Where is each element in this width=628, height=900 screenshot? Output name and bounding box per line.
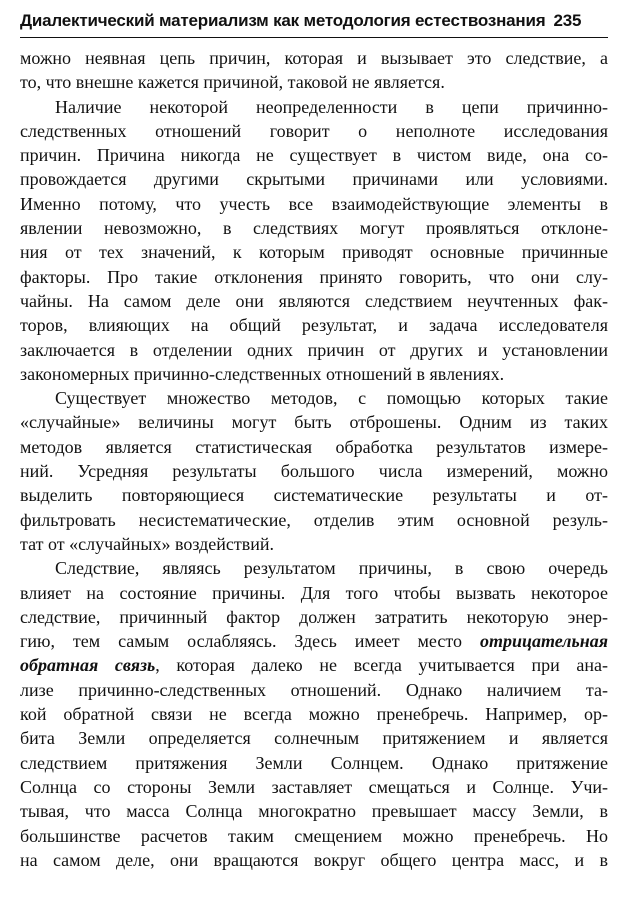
text-line <box>20 119 608 143</box>
text-line <box>20 556 608 580</box>
line-text: «случайные» величины могут быть отброшены. Одним из таких <box>20 412 608 433</box>
line-text: можно неявная цепь причин, которая и вызывает это следствие, а <box>20 48 608 68</box>
line-text: кой обратной связи не всегда можно пренебречь. Например, ор- <box>20 704 608 725</box>
text-line <box>20 653 608 677</box>
text-line <box>20 435 608 459</box>
text-line <box>20 70 608 94</box>
line-text: Следствие, являясь результатом причины, в свою очередь <box>55 558 608 579</box>
text-line <box>20 46 608 70</box>
line-text: то, что внешне кажется причиной, таковой не является. <box>20 72 445 93</box>
text-line <box>20 410 608 434</box>
text-line <box>20 848 608 872</box>
text-line <box>20 216 608 240</box>
text-line <box>20 508 608 532</box>
text-line <box>20 581 608 605</box>
text-line <box>20 386 608 410</box>
book-page <box>20 10 608 872</box>
line-text: Солнца со стороны Земли заставляет смещаться и Солнце. Учи- <box>20 776 608 797</box>
line-text: тат от «случайных» воздействий. <box>20 533 275 554</box>
emphasis-term: отрицательная <box>479 631 608 652</box>
text-line <box>20 799 608 823</box>
text-line <box>20 629 608 653</box>
text-line <box>20 751 608 775</box>
line-text: факторы. Про такие отклонения принято говорить, что они слу- <box>20 266 608 287</box>
text-line <box>20 240 608 264</box>
running-header <box>20 10 608 32</box>
text-line <box>20 265 608 289</box>
line-text: выделить повторяющиеся систематические результаты и от- <box>20 485 608 506</box>
emphasis-term: обратная связь <box>20 655 156 676</box>
line-text: чайны. На самом деле они являются следствием неучтенных фак- <box>20 290 608 311</box>
text-line <box>20 702 608 726</box>
line-text: гию, тем самым ослабляясь. Здесь имеет место <box>20 631 480 652</box>
body-text <box>20 46 608 872</box>
line-text: следственных отношений говорит о неполноте исследования <box>20 120 608 141</box>
text-line <box>20 313 608 337</box>
text-line <box>20 192 608 216</box>
text-line <box>20 775 608 799</box>
line-text: тывая, что масса Солнца многократно превышает массу Земли, в <box>20 801 608 822</box>
text-line <box>20 726 608 750</box>
line-text: бита Земли определяется солнечным притяжением и является <box>20 728 608 749</box>
header-title: Диалектический материализм как методология естествознания <box>20 11 546 30</box>
line-text: Существует множество методов, с помощью которых такие <box>55 388 608 409</box>
line-text: ний. Усредняя результаты большого числа измерений, можно <box>20 461 608 482</box>
line-text: следствием притяжения Земли Солнцем. Однако притяжение <box>20 752 608 773</box>
text-line <box>20 167 608 191</box>
line-text: , которая далеко не всегда учитывается при ана- <box>155 655 608 676</box>
text-line <box>20 483 608 507</box>
line-text: на самом деле, они вращаются вокруг общего центра масс, и в <box>20 849 608 870</box>
line-text: явлении невозможно, в следствиях могут проявляться отклоне- <box>20 218 608 239</box>
line-text: Наличие некоторой неопределенности в цепи причинно- <box>55 96 608 117</box>
line-text: влияет на состояние причины. Для того чтобы вызвать некоторое <box>20 582 608 603</box>
line-text: ния от тех значений, к которым приводят основные причинные <box>20 242 608 263</box>
text-line <box>20 824 608 848</box>
line-text: лизе причинно-следственных отношений. Однако наличием та- <box>20 679 608 700</box>
header-rule <box>20 37 608 38</box>
line-text: провождается другими скрытыми причинами или условиями. <box>20 169 608 190</box>
text-line <box>20 362 608 386</box>
text-line <box>20 338 608 362</box>
page-number: 235 <box>553 11 582 30</box>
text-line <box>20 678 608 702</box>
text-line <box>20 605 608 629</box>
text-line <box>20 532 608 556</box>
line-text: Именно потому, что учесть все взаимодействующие элементы в <box>20 193 608 214</box>
text-line <box>20 459 608 483</box>
text-line <box>20 143 608 167</box>
line-text: заключается в отделении одних причин от других и установлении <box>20 339 608 360</box>
line-text: торов, влияющих на общий результат, и задача исследователя <box>20 315 608 336</box>
line-text: закономерных причинно-следственных отношений в явлениях. <box>20 363 505 384</box>
line-text: следствие, причинный фактор должен затратить некоторую энер- <box>20 606 608 627</box>
text-line <box>20 289 608 313</box>
line-text: причин. Причина никогда не существует в чистом виде, она со- <box>20 145 608 166</box>
line-text: методов является статистическая обработка результатов измере- <box>20 436 608 457</box>
line-text: большинстве расчетов таким смещением можно пренебречь. Но <box>20 825 608 846</box>
text-line <box>20 95 608 119</box>
line-text: фильтровать несистематические, отделив этим основной резуль- <box>20 509 608 530</box>
